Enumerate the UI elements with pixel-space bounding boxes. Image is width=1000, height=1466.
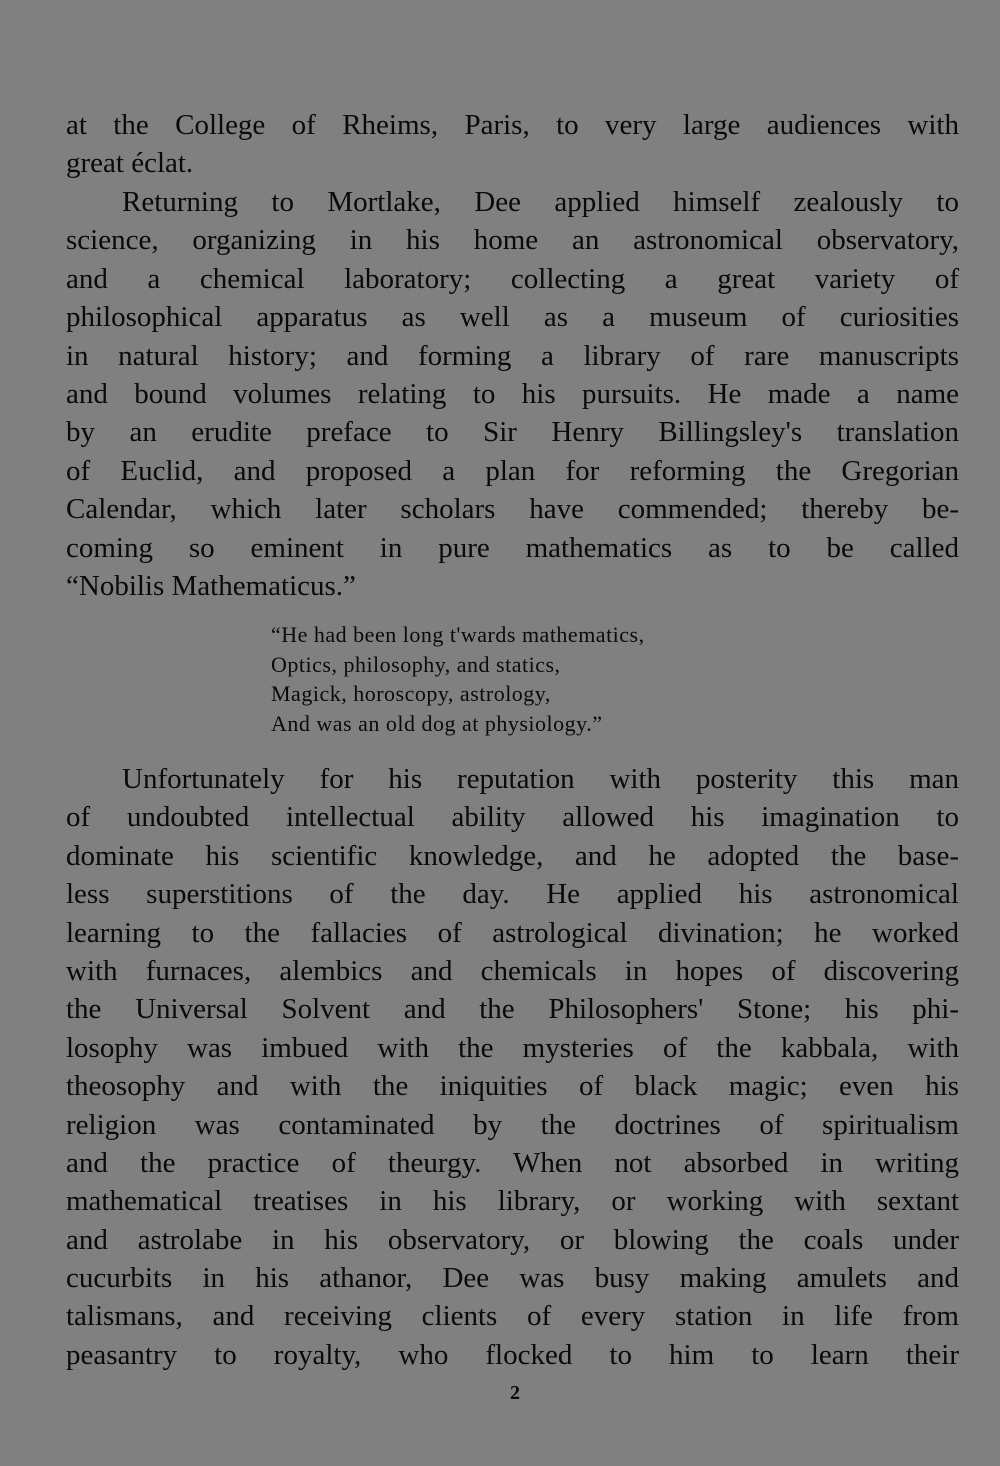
text-line: dominate his scientific knowledge, and he adopted the base- [66, 839, 959, 872]
verse-line: And was an old dog at physiology.” [271, 710, 603, 736]
text-line: the Universal Solvent and the Philosophers' Stone; his phi- [66, 993, 959, 1026]
text-line: mathematical treatises in his library, or working with sextant [66, 1185, 959, 1218]
text-line: and bound volumes relating to his pursuits. He made a name [66, 377, 959, 410]
page-number: 2 [510, 1382, 520, 1404]
verse-quotation [271, 620, 791, 738]
text-line: science, organizing in his home an astronomical observatory, [66, 224, 959, 257]
text-line: in natural history; and forming a library of rare manuscripts [66, 339, 959, 372]
text-line: of undoubted intellectual ability allowed his imagination to [66, 801, 959, 834]
verse-line: Optics, philosophy, and statics, [271, 651, 561, 677]
text-line: peasantry to royalty, who flocked to him to learn their [66, 1338, 959, 1371]
text-line: and the practice of theurgy. When not absorbed in writing [66, 1146, 959, 1179]
text-line: by an erudite preface to Sir Henry Billingsley's translation [66, 416, 959, 449]
paragraph-continued [66, 106, 959, 183]
text-line: of Euclid, and proposed a plan for reforming the Gregorian [66, 454, 959, 487]
text-line: Returning to Mortlake, Dee applied himself zealously to [122, 186, 959, 218]
text-line: theosophy and with the iniquities of black magic; even his [66, 1070, 959, 1103]
text-line: with furnaces, alembics and chemicals in hopes of discovering [66, 954, 959, 987]
paragraph-unfortunately [66, 760, 959, 1374]
text-line: cucurbits in his athanor, Dee was busy making amulets and [66, 1262, 959, 1295]
text-line: and a chemical laboratory; collecting a great variety of [66, 262, 959, 295]
text-line: losophy was imbued with the mysteries of the kabbala, with [66, 1031, 959, 1064]
text-line: talismans, and receiving clients of every station in life from [66, 1300, 959, 1333]
paragraph-returning [66, 183, 959, 605]
text-line: great éclat. [66, 147, 194, 180]
text-line: less superstitions of the day. He applied his astronomical [66, 878, 959, 911]
text-line: “Nobilis Mathematicus.” [66, 569, 356, 602]
verse-line: Magick, horoscopy, astrology, [271, 681, 551, 706]
text-line: Unfortunately for his reputation with posterity this man [122, 763, 959, 795]
text-line: learning to the fallacies of astrological divination; he worked [66, 916, 959, 949]
text-line: philosophical apparatus as well as a museum of curiosities [66, 301, 959, 334]
text-line: at the College of Rheims, Paris, to very large audiences with [66, 109, 959, 141]
text-line: Calendar, which later scholars have commended; thereby be- [66, 493, 959, 526]
text-line: coming so eminent in pure mathematics as to be called [66, 531, 959, 564]
text-line: and astrolabe in his observatory, or blowing the coals under [66, 1223, 959, 1256]
text-line: religion was contaminated by the doctrines of spiritualism [66, 1108, 959, 1141]
verse-line: “He had been long t'wards mathematics, [271, 622, 645, 647]
